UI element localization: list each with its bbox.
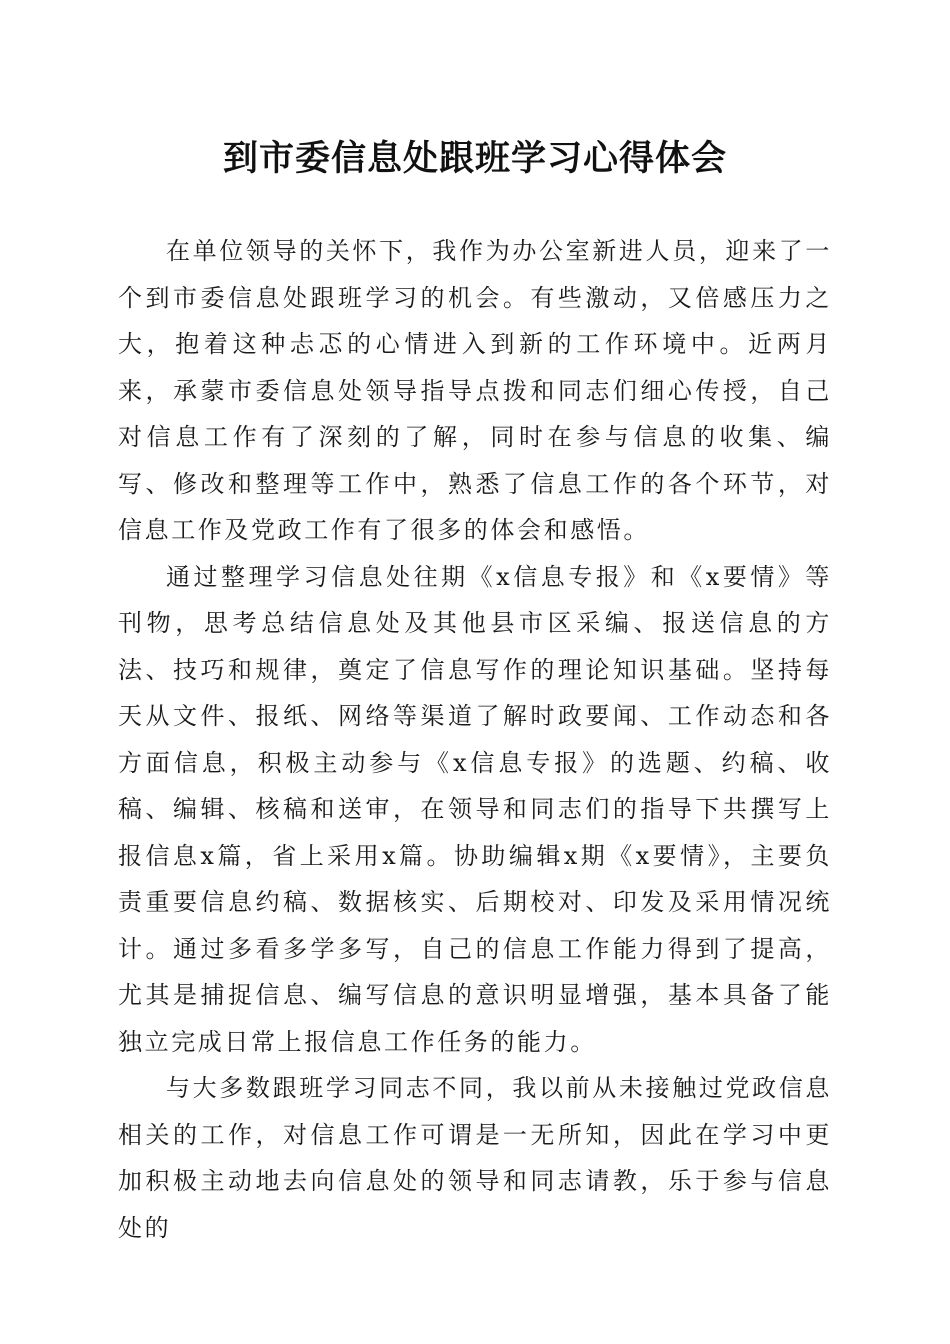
- document-body: [118, 228, 832, 1251]
- paragraph: 通过整理学习信息处往期《x信息专报》和《x要情》等刊物，思考总结信息处及其他县市区采编、报送信息的方法、技巧和规律，奠定了信息写作的理论知识基础。坚持每天从文件、报纸、网络等渠道了解时政要闻、工作动态和各方面信息，积极主动参与《x信息专报》的选题、约稿、收稿、编辑、核稿和送审，在领导和同志们的指导下共撰写上报信息x篇，省上采用x篇。协助编辑x期《x要情》，主要负责重要信息约稿、数据核实、后期校对、印发及采用情况统计。通过多看多学多写，自己的信息工作能力得到了提高，尤其是捕捉信息、编写信息的意识明显增强，基本具备了能独立完成日常上报信息工作任务的能力。: [118, 562, 832, 1056]
- paragraph: 在单位领导的关怀下，我作为办公室新进人员，迎来了一个到市委信息处跟班学习的机会。有些激动，又倍感压力之大，抱着这种忐忑的心情进入到新的工作环境中。近两月来，承蒙市委信息处领导指导点拨和同志们细心传授，自己对信息工作有了深刻的了解，同时在参与信息的收集、编写、修改和整理等工作中，熟悉了信息工作的各个环节，对信息工作及党政工作有了很多的体会和感悟。: [118, 237, 832, 544]
- document-title: 到市委信息处跟班学习心得体会: [222, 138, 727, 179]
- paragraph: 与大多数跟班学习同志不同，我以前从未接触过党政信息相关的工作，对信息工作可谓是一无所知，因此在学习中更加积极主动地去向信息处的领导和同志请教，乐于参与信息处的: [118, 1074, 832, 1242]
